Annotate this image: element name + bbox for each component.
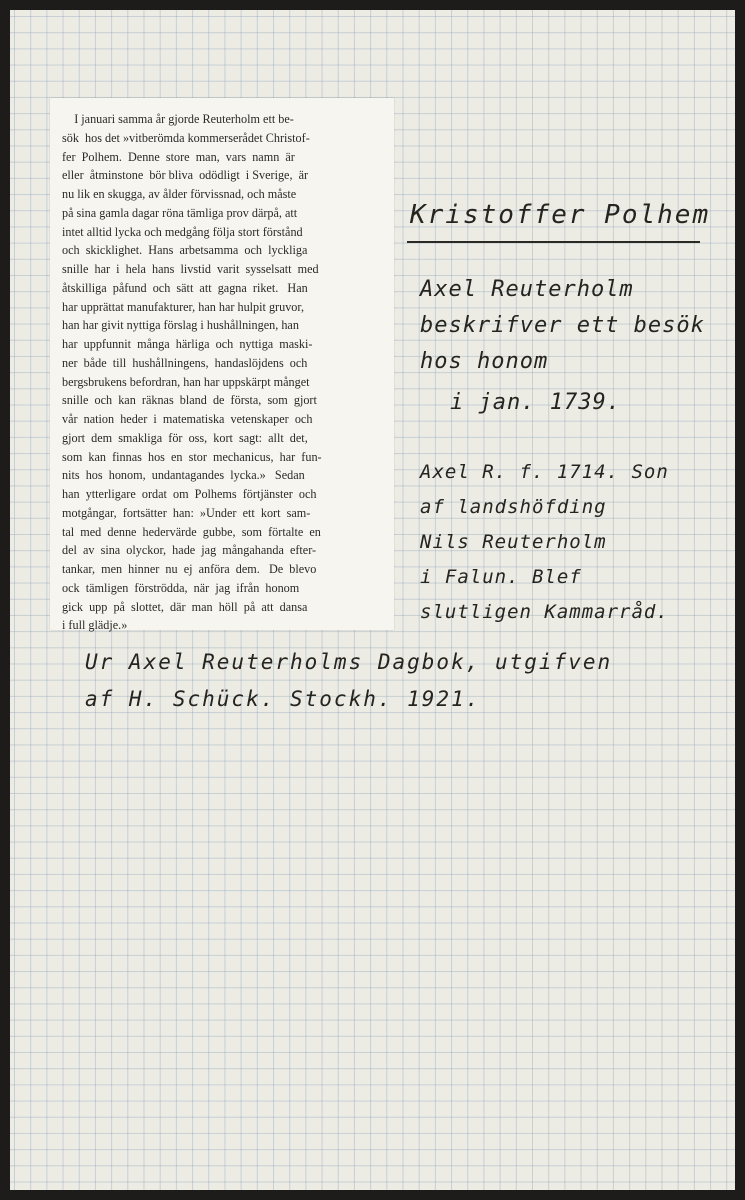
clipping-line: gick upp på slottet, där man höll på att dansa [62,599,308,614]
clipping-line: sök hos det »vitberömda kommerserådet Christof- [62,130,310,145]
clipping-line: vår nation heder i matematiska vetenskaper och [62,412,313,426]
clipping-line: har uppfunnit många härliga och nyttiga maski- [62,337,313,351]
graph-paper-sheet [10,10,735,1190]
clipping-line: motgångar, fortsätter han: »Under ett kort sam- [62,505,311,520]
clipping-line: del av sina olyckor, hade jag mångahanda efter- [62,543,317,558]
clipping-line: I januari samma år gjorde Reuterholm ett be- [62,112,294,126]
clipping-line: tal med denne hedervärde gubbe, som förtalte en [62,524,321,539]
title-underline [407,241,700,243]
clipping-line: nits hos honom, undantagandes lycka.» Sedan [62,468,305,483]
clipping-text [62,110,382,635]
clipping-line: han har givit nyttiga förslag i hushållningen, han [62,318,299,333]
handwritten-note-visit: Axel Reuterholm beskrifver ett besök hos honom [420,277,705,374]
clipping-line: han ytterligare ordat om Polhems förtjänster och [62,487,317,501]
clipping-line: snille har i hela hans livstid varit sysselsatt med [62,262,319,276]
clipping-line: ock tämligen förströdda, när jag ifrån honom [62,580,300,595]
clipping-line: och skicklighet. Hans arbetsamma och lyckliga [62,243,308,258]
handwritten-note-date: i jan. 1739. [450,390,621,415]
clipping-line: eller åtminstone bör bliva odödligt i Sverige, är [62,168,309,183]
handwritten-source-citation: Ur Axel Reuterholms Dagbok, utgifven af H. Schück. Stockh. 1921. [85,650,613,711]
clipping-line: har upprättat manufakturer, han har hulpit gruvor, [62,299,305,314]
clipping-line: ner både till hushållningens, handaslöjdens och [62,355,308,370]
clipping-line: intet alltid lycka och medgång följa stort förstånd [62,224,303,239]
clipping-line: tankar, men hinner nu ej anföra dem. De blevo [62,562,317,576]
clipping-line: som kan finnas hos en stor mechanicus, har fun- [62,449,322,464]
clipping-line: åtskilliga påfund och sätt att gagna riket. Han [62,280,308,295]
clipping-line: bergsbrukens befordran, han har uppskärpt månget [62,374,310,389]
clipping-line: i full glädje.» [62,618,128,633]
clipping-line: nu lik en skugga, av ålder förvissnad, och måste [62,187,297,201]
clipping-line: snille och kan räknas bland de första, som gjort [62,393,317,408]
handwritten-title: Kristoffer Polhem [410,200,711,230]
clipping-line: på sina gamla dagar röna tämliga prov därpå, att [62,205,298,220]
newspaper-clipping [50,98,394,633]
clipping-line: fer Polhem. Denne store man, vars namn är [62,149,295,164]
clipping-line: gjort dem smakliga för oss, kort sagt: allt det, [62,430,308,445]
handwritten-note-biography: Axel R. f. 1714. Son af landshöfding Nils Reuterholm i Falun. Blef slutligen Kammarråd. [420,461,669,623]
